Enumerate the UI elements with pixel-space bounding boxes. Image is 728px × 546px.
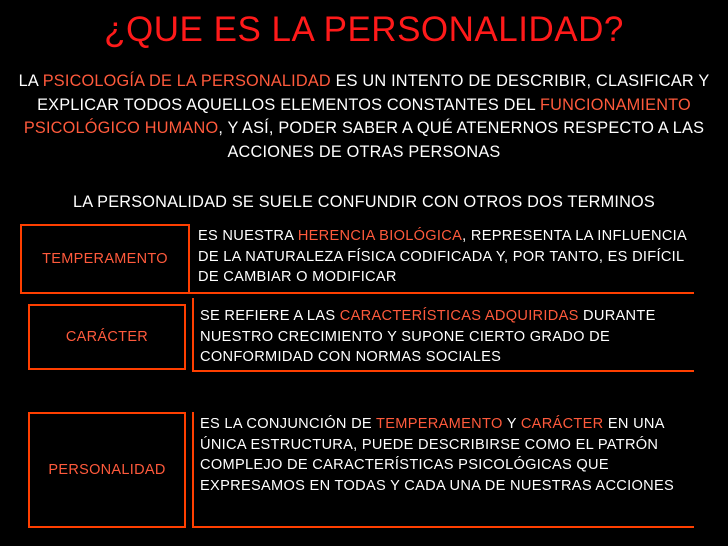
desc-text: Y: [502, 416, 521, 432]
desc-text: ES NUESTRA: [198, 228, 298, 244]
page-title: ¿QUE ES LA PERSONALIDAD?: [104, 10, 624, 49]
desc-highlight: CARACTERÍSTICAS ADQUIRIDAS: [339, 308, 579, 324]
label-text: PERSONALIDAD: [48, 462, 166, 478]
section-subheading: LA PERSONALIDAD SE SUELE CONFUNDIR CON OTROS DOS TERMINOS: [73, 193, 655, 211]
desc-text: DURANTE NUESTRO CRECIMIENTO Y SUPONE CIERTO GRADO DE CONFORMIDAD CON NORMAS SOCIALES: [200, 308, 656, 365]
label-text: TEMPERAMENTO: [42, 251, 168, 267]
desc-highlight: HERENCIA BIOLÓGICA: [297, 228, 463, 244]
intro-text: LA: [18, 72, 43, 90]
desc-text: EN UNA ÚNICA ESTRUCTURA, PUEDE DESCRIBIRSE COMO EL PATRÓN COMPLEJO DE CARACTERÍSTICAS PSICOLÓGICAS QUE EXPRESAMOS EN TODAS Y CADA UNA DE NUESTRAS ACCIONES: [200, 416, 675, 494]
label-caracter: [28, 304, 186, 370]
intro-text: , Y ASÍ, PODER SABER A QUÉ ATENERNOS RESPECTO A LAS ACCIONES DE OTRAS PERSONAS: [218, 119, 705, 161]
label-temperamento: [20, 224, 190, 294]
label-text: CARÁCTER: [65, 329, 149, 345]
desc-text: , REPRESENTA LA INFLUENCIA DE LA NATURALEZA FÍSICA CODIFICADA Y, POR TANTO, ES DIFÍCIL DE CAMBIAR O MODIFICAR: [198, 228, 687, 285]
desc-temperamento: [190, 224, 694, 294]
intro-highlight: PSICOLOGÍA DE LA PERSONALIDAD: [42, 72, 331, 90]
desc-text: SE REFIERE A LAS: [200, 308, 340, 324]
desc-text: ES LA CONJUNCIÓN DE: [200, 416, 377, 432]
label-personalidad: [28, 412, 186, 528]
desc-highlight: TEMPERAMENTO: [376, 416, 503, 432]
desc-highlight: CARÁCTER: [520, 416, 604, 432]
intro-text: ES UN INTENTO DE DESCRIBIR, CLASIFICAR Y EXPLICAR TODOS AQUELLOS ELEMENTOS CONSTANTES DEL: [37, 72, 710, 114]
intro-highlight: FUNCIONAMIENTO PSICOLÓGICO HUMANO: [23, 95, 691, 137]
desc-caracter: [192, 304, 694, 372]
intro-paragraph: [4, 70, 724, 164]
desc-personalidad: [192, 412, 694, 528]
